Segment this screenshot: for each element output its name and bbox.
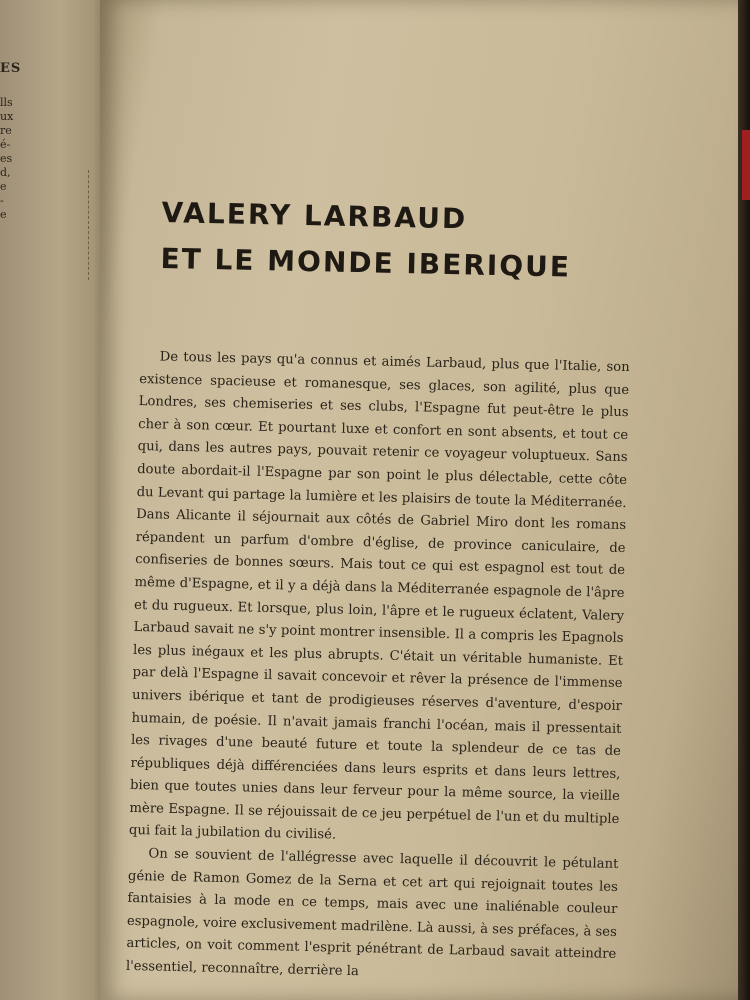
- previous-page-line: es: [0, 152, 13, 165]
- previous-page-line: -: [0, 194, 4, 207]
- previous-page-line: é-: [0, 138, 11, 151]
- article-body: [126, 346, 630, 990]
- previous-page: [0, 0, 110, 1000]
- article-paragraph-2: On se souvient de l'allégresse avec laquelle il découvrit le pétulant génie de Ramon Gomez de la Serna et cet art qui rejoignait toutes les fantaisies à la mode en ce temps, mais avec une inaliénable couleur espagnole, voire exclusivement madrilène. Là aussi, à ses préfaces, à ses articles, on voit comment l'esprit pénétrant de Larbaud savait atteindre l'essentiel, reconnaître, derrière la: [125, 846, 619, 980]
- spine-stitching: [88, 170, 97, 280]
- red-bookmark: [742, 130, 750, 200]
- article-title: [160, 190, 572, 291]
- previous-page-line: d,: [0, 166, 11, 179]
- article-title-line-2: ET LE MONDE IBERIQUE: [160, 241, 572, 284]
- previous-page-line: e: [0, 180, 7, 193]
- previous-page-line: e: [0, 208, 7, 221]
- previous-page-line: re: [0, 124, 12, 137]
- previous-page-line: lls: [0, 96, 13, 109]
- previous-page-line: ux: [0, 110, 14, 123]
- previous-page-title-fragment: ES: [0, 61, 22, 76]
- previous-page-text-fragments: [0, 96, 13, 222]
- article-paragraph-1: De tous les pays qu'a connus et aimés Larbaud, plus que l'Italie, son existence spacieuse et romanesque, ses glaces, son agilité, plus que Londres, ses chemiseries et ses clubs, l'Espagne fut peut-être le plus cher à son cœur. Et pourtant luxe et confort en sont absents, et tout ce qui, dans les autres pays, pouvait retenir ce voyageur voluptueux. Sans doute abordait-il l'Espagne par son point le plus délectable, cette côte du Levant qui partage la lumière et les plaisirs de toute la Méditerranée. Dans Alicante il séjournait aux côtés de Gabriel Miro dont les romans répandent un parfum d'ombre d'église, de province caniculaire, de confiseries de bonnes sœurs. Mais tout ce qui est espagnol est tout de même d'Espagne, et il y a déjà dans la Méditerranée espagnole de l'âpre et du rugueux. Et lorsque, plus loin, l'âpre et le rugueux éclatent, Valery Larbaud savait ne s'y point montrer insensible. Il a compris les Epagnols les plus inégaux et les plus abrupts. C'était un véritable humaniste. Et par delà l'Espagne il savait concevoir et rêver la présence de l'immense univers ibérique et tant de prodigieuses réserves d'aventure, d'espoir humain, de poésie. Il n'avait jamais franchi l'océan, mais il pressentait les rivages d'une beauté future et toute la splendeur de ce tas de républiques déjà différenciées dans leurs esprits et dans leurs lettres, bien que toutes unies dans leur ferveur pour la même source, la vieille mère Espagne. Il se réjouissait de ce jeu perpétuel de l'un et du multiple qui fait la jubilation du civilisé.: [128, 349, 630, 844]
- article-title-line-1: VALERY LARBAUD: [161, 195, 468, 236]
